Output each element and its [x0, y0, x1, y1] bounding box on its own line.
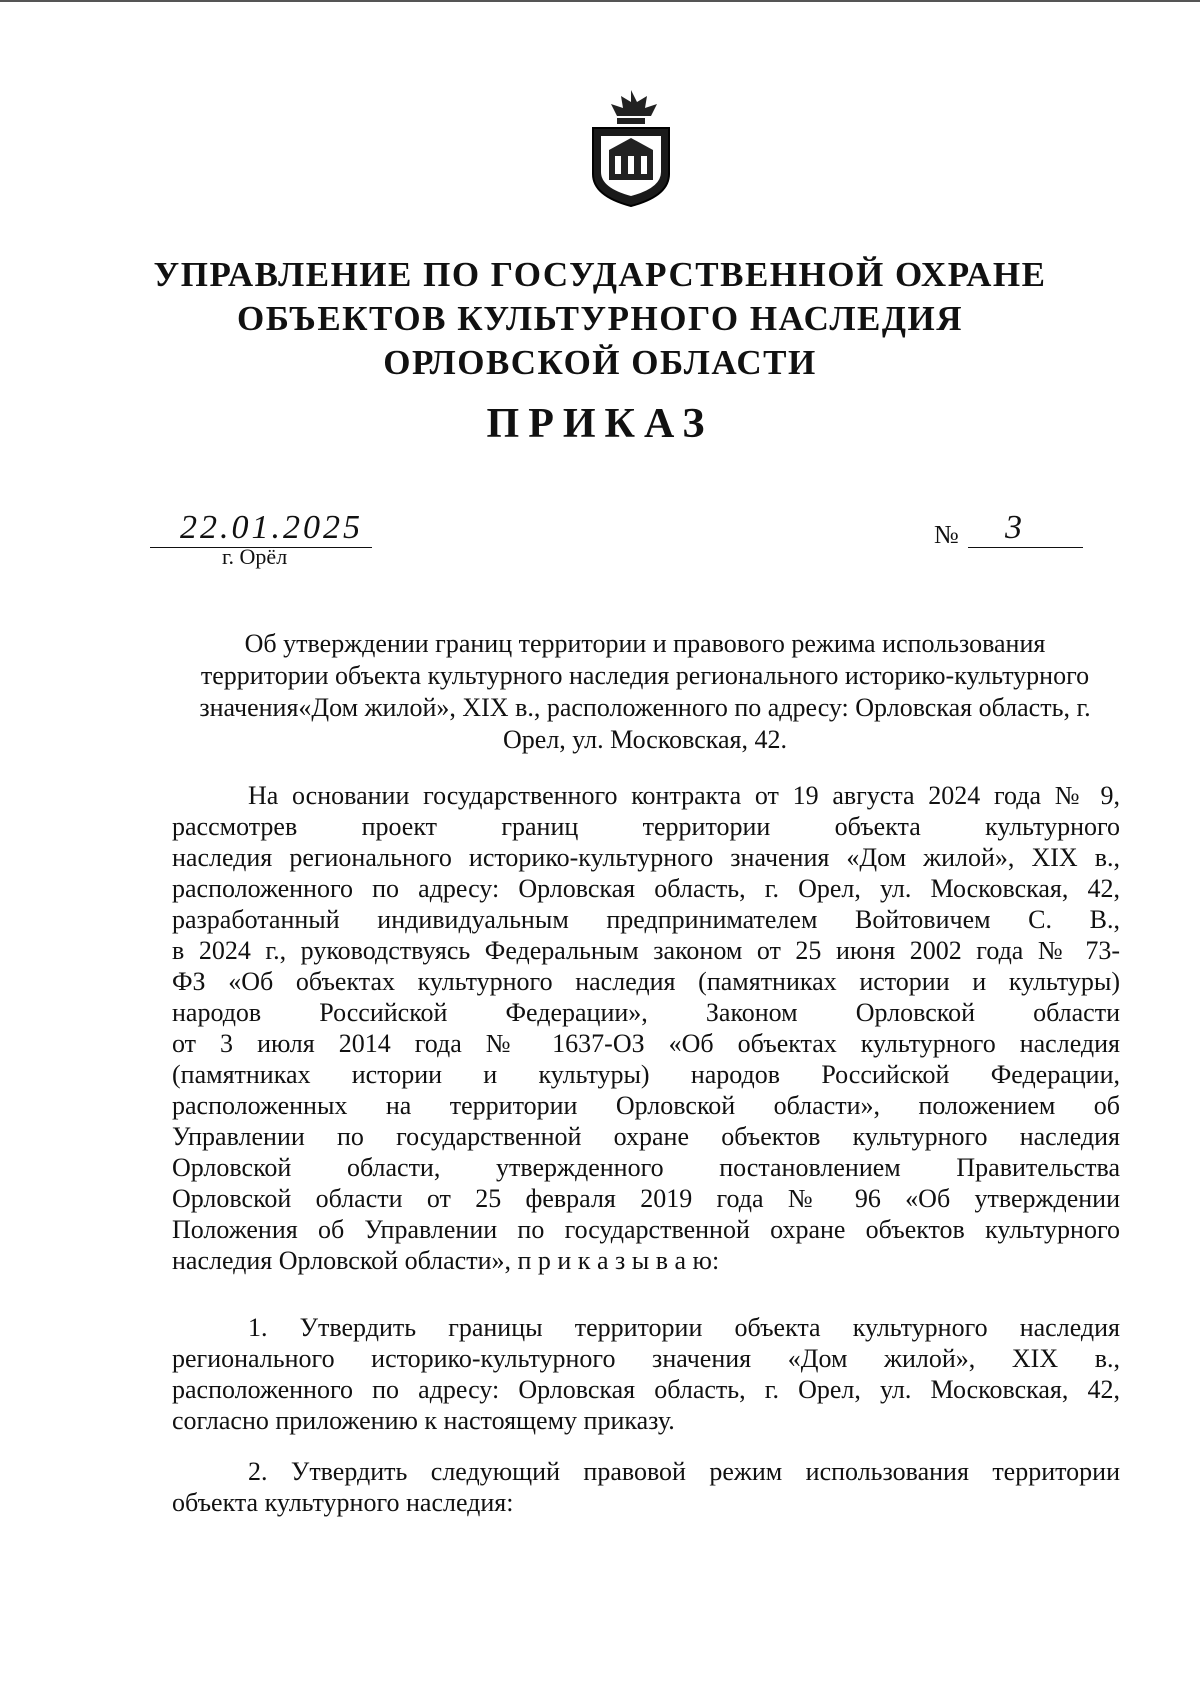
text-line: расположенных на территории Орловской области», положением об: [172, 1091, 1120, 1120]
number-sign: №: [934, 520, 959, 549]
text-line: от 3 июля 2014 года № 1637-ОЗ «Об объектах культурного наследия: [172, 1029, 1120, 1058]
text-line: наследия регионального историко-культурного значения «Дом жилой», XIX в.,: [172, 843, 1120, 872]
subject-line: Орел, ул. Московская, 42.: [503, 725, 787, 754]
text-line: согласно приложению к настоящему приказу.: [172, 1406, 675, 1435]
text-line: 1. Утвердить границы территории объекта культурного наследия: [248, 1313, 1120, 1342]
text-line: объекта культурного наследия:: [172, 1488, 514, 1517]
number-underline: [968, 547, 1083, 548]
subject-line: территории объекта культурного наследия регионального историко-культурного: [200, 661, 1090, 690]
text-line: 2. Утвердить следующий правовой режим использования территории: [248, 1457, 1120, 1486]
org-line-2: ОБЪЕКТОВ КУЛЬТУРНОГО НАСЛЕДИЯ: [237, 299, 963, 338]
text-line: Положения об Управлении по государственной охране объектов культурного: [172, 1215, 1120, 1244]
text-line: наследия Орловской области», п р и к а з ы в а ю:: [172, 1246, 720, 1275]
organization-title: [150, 253, 1050, 385]
subject-line: значения«Дом жилой», XIX в., расположенного по адресу: Орловская область, г.: [199, 693, 1091, 722]
text-line: регионального историко-культурного значения «Дом жилой», XIX в.,: [172, 1344, 1120, 1373]
handwritten-date: 22.01.2025: [180, 509, 363, 546]
text-line: Орловской области от 25 февраля 2019 года № 96 «Об утверждении: [172, 1184, 1120, 1213]
top-border-line: [0, 0, 1200, 2]
text-line: ФЗ «Об объектах культурного наследия (памятниках истории и культуры): [172, 967, 1120, 996]
document-type-title: ПРИКАЗ: [486, 401, 714, 447]
coat-of-arms-emblem: [587, 88, 675, 208]
order-item-1: [172, 1312, 1120, 1436]
order-body: [172, 780, 1120, 1518]
text-line: разработанный индивидуальным предпринимателем Войтовичем С. В.,: [172, 905, 1120, 934]
text-line: в 2024 г., руководствуясь Федеральным законом от 25 июня 2002 года № 73-: [172, 936, 1120, 965]
order-item-2: [172, 1456, 1120, 1518]
text-line: расположенного по адресу: Орловская область, г. Орел, ул. Московская, 42,: [172, 874, 1120, 903]
text-line: расположенного по адресу: Орловская область, г. Орел, ул. Московская, 42,: [172, 1375, 1120, 1404]
preamble-paragraph: [172, 780, 1120, 1276]
handwritten-number: 3: [1005, 509, 1022, 546]
text-line: На основании государственного контракта от 19 августа 2024 года № 9,: [248, 781, 1120, 810]
org-line-1: УПРАВЛЕНИЕ ПО ГОСУДАРСТВЕННОЙ ОХРАНЕ: [153, 255, 1047, 294]
text-line: Управлении по государственной охране объектов культурного наследия: [172, 1122, 1120, 1151]
text-line: народов Российской Федерации», Законом Орловской области: [172, 998, 1120, 1027]
place-of-issue: г. Орёл: [222, 544, 288, 569]
subject-line: Об утверждении границ территории и правового режима использования: [244, 629, 1046, 658]
text-line: Орловской области, утвержденного постановлением Правительства: [172, 1153, 1120, 1182]
text-line: рассмотрев проект границ территории объекта культурного: [172, 812, 1120, 841]
text-line: (памятниках истории и культуры) народов Российской Федерации,: [172, 1060, 1120, 1089]
org-line-3: ОРЛОВСКОЙ ОБЛАСТИ: [383, 343, 817, 382]
order-subject: [170, 628, 1120, 756]
